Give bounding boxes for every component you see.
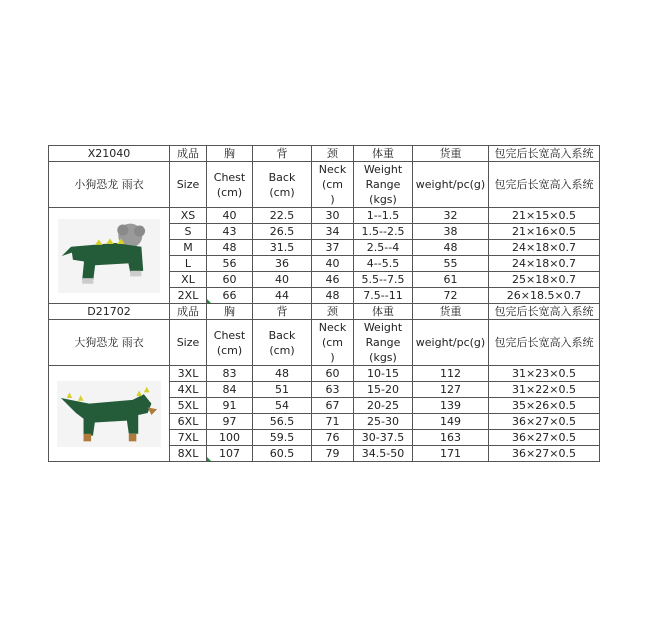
- size-cell-1: 43: [207, 224, 253, 240]
- size-cell-0: 6XL: [170, 414, 207, 430]
- size-cell-3: 30: [312, 208, 354, 224]
- size-cell-0: XS: [170, 208, 207, 224]
- size-cell-3: 76: [312, 430, 354, 446]
- size-cell-5: 112: [413, 366, 489, 382]
- size-cell-5: 55: [413, 256, 489, 272]
- size-cell-6: 21×16×0.5: [489, 224, 600, 240]
- size-cell-6: 24×18×0.7: [489, 256, 600, 272]
- size-cell-4: 10-15: [354, 366, 413, 382]
- header-row-en: [49, 162, 600, 208]
- size-cell-1: 84: [207, 382, 253, 398]
- size-cell-6: 31×22×0.5: [489, 382, 600, 398]
- size-cell-1: 60: [207, 272, 253, 288]
- size-cell-3: 63: [312, 382, 354, 398]
- size-cell-6: 21×15×0.5: [489, 208, 600, 224]
- table-row: [49, 366, 600, 382]
- header-en-4: Weight Range (kgs): [354, 320, 413, 366]
- header-cn-3: 颈: [312, 146, 354, 162]
- size-cell-4: 5.5--7.5: [354, 272, 413, 288]
- header-cn-4: 体重: [354, 304, 413, 320]
- header-cn-3: 颈: [312, 304, 354, 320]
- size-cell-4: 30-37.5: [354, 430, 413, 446]
- size-cell-4: 4--5.5: [354, 256, 413, 272]
- size-chart-table: [48, 145, 600, 462]
- size-cell-5: 149: [413, 414, 489, 430]
- size-cell-0: 8XL: [170, 446, 207, 462]
- header-en-0: Size: [170, 162, 207, 208]
- size-cell-4: 20-25: [354, 398, 413, 414]
- size-cell-1: 91: [207, 398, 253, 414]
- size-cell-2: 26.5: [253, 224, 312, 240]
- table-row: [49, 208, 600, 224]
- size-cell-1: 100: [207, 430, 253, 446]
- size-cell-0: 4XL: [170, 382, 207, 398]
- header-en-0: Size: [170, 320, 207, 366]
- size-cell-4: 1--1.5: [354, 208, 413, 224]
- header-en-5: weight/pc(g): [413, 162, 489, 208]
- size-cell-0: L: [170, 256, 207, 272]
- header-cn-1: 胸: [207, 146, 253, 162]
- size-cell-0: 2XL: [170, 288, 207, 304]
- size-cell-2: 56.5: [253, 414, 312, 430]
- size-cell-2: 59.5: [253, 430, 312, 446]
- header-en-1: Chest (cm): [207, 320, 253, 366]
- size-cell-6: 24×18×0.7: [489, 240, 600, 256]
- header-en-3: Neck (cm ): [312, 162, 354, 208]
- size-cell-0: 5XL: [170, 398, 207, 414]
- header-en-6: 包完后长宽高入系统: [489, 320, 600, 366]
- size-cell-0: S: [170, 224, 207, 240]
- product-photo: [49, 366, 170, 462]
- header-row-cn: [49, 304, 600, 320]
- size-cell-6: 36×27×0.5: [489, 446, 600, 462]
- size-cell-1: 83: [207, 366, 253, 382]
- header-cn-5: 货重: [413, 304, 489, 320]
- size-cell-6: 26×18.5×0.7: [489, 288, 600, 304]
- header-cn-6: 包完后长宽高入系统: [489, 146, 600, 162]
- header-cn-5: 货重: [413, 146, 489, 162]
- size-cell-0: 3XL: [170, 366, 207, 382]
- size-cell-3: 46: [312, 272, 354, 288]
- size-cell-4: 15-20: [354, 382, 413, 398]
- size-cell-3: 40: [312, 256, 354, 272]
- product-name: 大狗恐龙 雨衣: [49, 320, 170, 366]
- size-cell-6: 31×23×0.5: [489, 366, 600, 382]
- small-dog-raincoat-icon: [57, 219, 161, 293]
- header-en-1: Chest (cm): [207, 162, 253, 208]
- size-cell-5: 48: [413, 240, 489, 256]
- header-en-3: Neck (cm ): [312, 320, 354, 366]
- size-cell-4: 7.5--11: [354, 288, 413, 304]
- size-cell-2: 22.5: [253, 208, 312, 224]
- style-code: X21040: [49, 146, 170, 162]
- product-name: 小狗恐龙 雨衣: [49, 162, 170, 208]
- size-cell-4: 25-30: [354, 414, 413, 430]
- header-cn-1: 胸: [207, 304, 253, 320]
- size-cell-3: 48: [312, 288, 354, 304]
- size-cell-3: 34: [312, 224, 354, 240]
- size-cell-0: XL: [170, 272, 207, 288]
- header-en-4: Weight Range (kgs): [354, 162, 413, 208]
- size-cell-2: 40: [253, 272, 312, 288]
- size-cell-1: 40: [207, 208, 253, 224]
- size-cell-1: 66: [207, 288, 253, 304]
- size-cell-4: 2.5--4: [354, 240, 413, 256]
- size-cell-1: 97: [207, 414, 253, 430]
- size-cell-3: 79: [312, 446, 354, 462]
- size-cell-6: 36×27×0.5: [489, 414, 600, 430]
- size-cell-2: 31.5: [253, 240, 312, 256]
- header-cn-0: 成品: [170, 304, 207, 320]
- large-dog-raincoat-icon: [57, 381, 161, 447]
- header-row-cn: [49, 146, 600, 162]
- header-en-6: 包完后长宽高入系统: [489, 162, 600, 208]
- size-cell-5: 32: [413, 208, 489, 224]
- header-cn-2: 背: [253, 304, 312, 320]
- header-cn-6: 包完后长宽高入系统: [489, 304, 600, 320]
- size-cell-1: 56: [207, 256, 253, 272]
- size-cell-6: 36×27×0.5: [489, 430, 600, 446]
- size-cell-0: 7XL: [170, 430, 207, 446]
- size-cell-2: 54: [253, 398, 312, 414]
- size-cell-3: 37: [312, 240, 354, 256]
- size-cell-5: 72: [413, 288, 489, 304]
- header-row-en: [49, 320, 600, 366]
- size-cell-1: 107: [207, 446, 253, 462]
- style-code: D21702: [49, 304, 170, 320]
- size-cell-5: 127: [413, 382, 489, 398]
- size-cell-4: 34.5-50: [354, 446, 413, 462]
- header-en-2: Back (cm): [253, 162, 312, 208]
- product-photo: [49, 208, 170, 304]
- header-cn-4: 体重: [354, 146, 413, 162]
- size-cell-5: 61: [413, 272, 489, 288]
- header-en-5: weight/pc(g): [413, 320, 489, 366]
- size-cell-2: 36: [253, 256, 312, 272]
- header-cn-2: 背: [253, 146, 312, 162]
- size-cell-2: 60.5: [253, 446, 312, 462]
- size-cell-3: 71: [312, 414, 354, 430]
- header-en-2: Back (cm): [253, 320, 312, 366]
- size-cell-6: 25×18×0.7: [489, 272, 600, 288]
- size-cell-2: 48: [253, 366, 312, 382]
- size-cell-2: 44: [253, 288, 312, 304]
- size-cell-2: 51: [253, 382, 312, 398]
- size-cell-3: 67: [312, 398, 354, 414]
- size-cell-1: 48: [207, 240, 253, 256]
- size-cell-4: 1.5--2.5: [354, 224, 413, 240]
- size-cell-0: M: [170, 240, 207, 256]
- size-cell-5: 163: [413, 430, 489, 446]
- header-cn-0: 成品: [170, 146, 207, 162]
- size-cell-5: 139: [413, 398, 489, 414]
- size-cell-5: 38: [413, 224, 489, 240]
- size-cell-5: 171: [413, 446, 489, 462]
- size-cell-3: 60: [312, 366, 354, 382]
- size-cell-6: 35×26×0.5: [489, 398, 600, 414]
